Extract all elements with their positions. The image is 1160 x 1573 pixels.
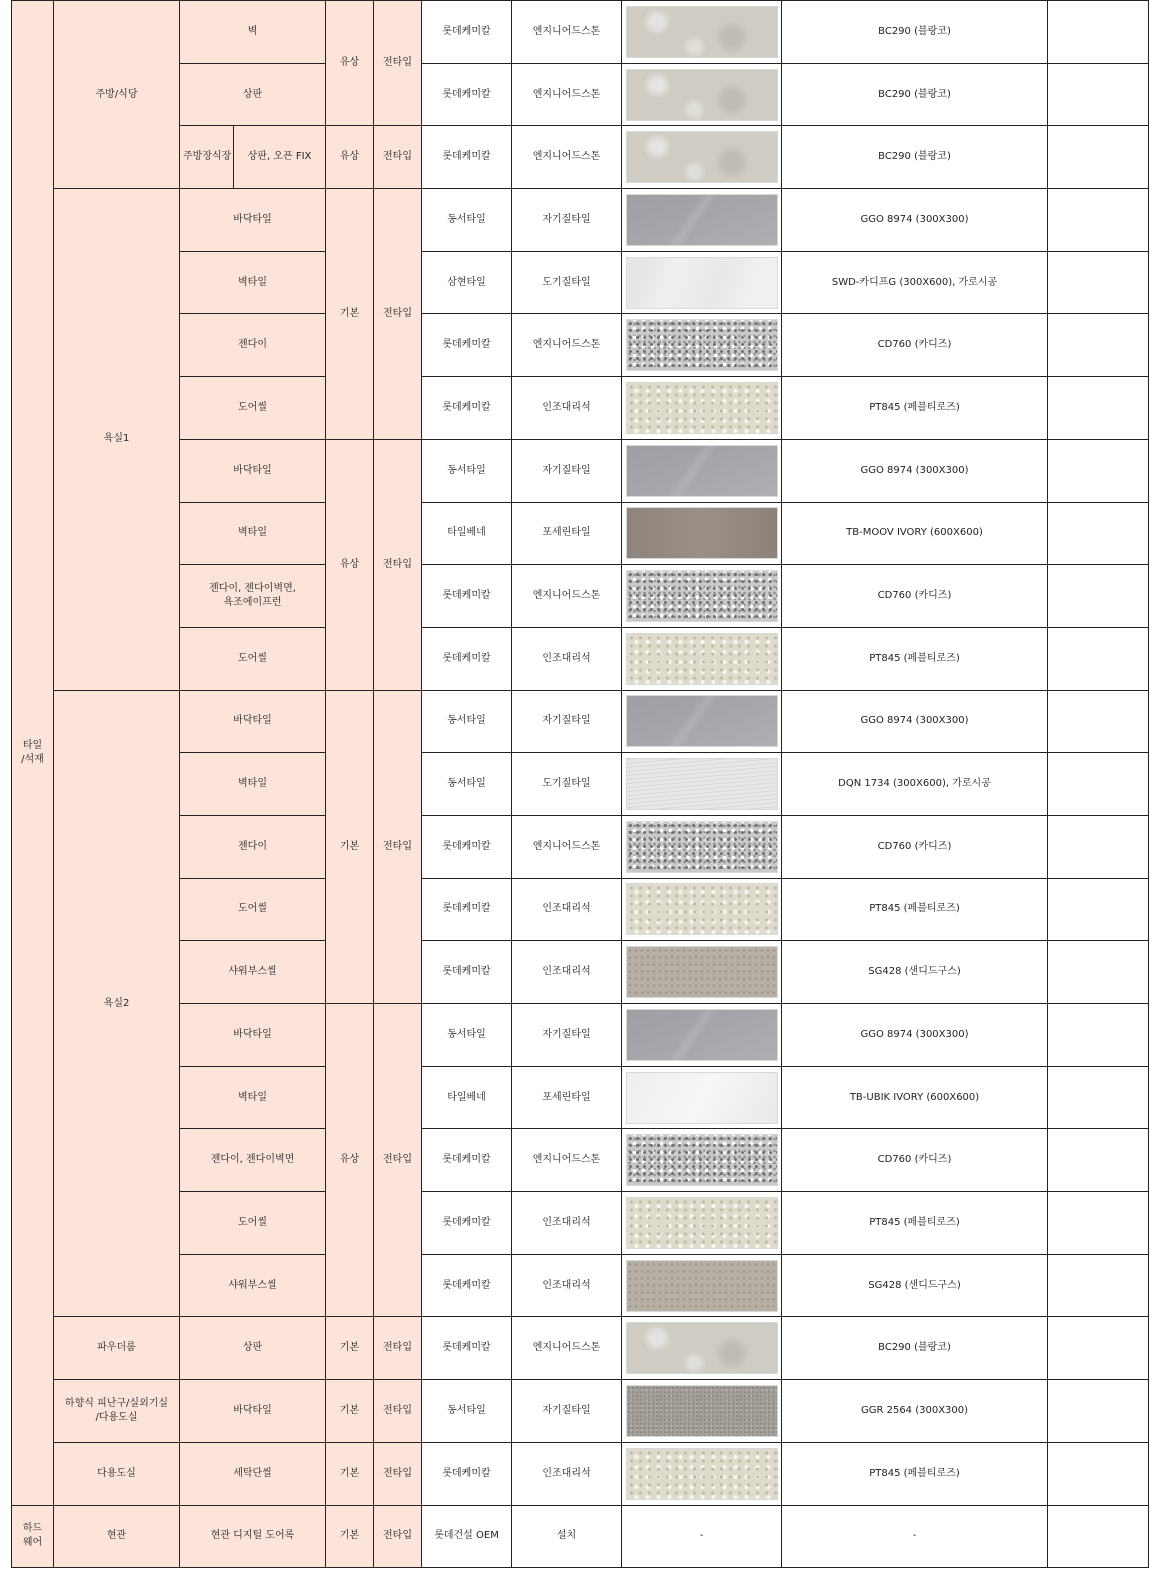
swatch-cell xyxy=(622,63,782,126)
material-cell: 인조대리석 xyxy=(512,878,622,941)
item-label: 상판 xyxy=(180,63,326,126)
swatch-cell: - xyxy=(622,1505,782,1568)
remark-cell xyxy=(1048,1066,1149,1129)
maker-cell: 롯데케미칼 xyxy=(422,1,512,64)
code-cell: CD760 (카디즈) xyxy=(782,565,1048,628)
material-swatch xyxy=(626,758,778,810)
maker-cell: 롯데케미칼 xyxy=(422,878,512,941)
code-cell: GGO 8974 (300X300) xyxy=(782,690,1048,753)
material-swatch xyxy=(626,695,778,747)
maker-cell: 롯데케미칼 xyxy=(422,815,512,878)
room-entrance: 현관 xyxy=(54,1505,180,1568)
item-label: 도어씰 xyxy=(180,878,326,941)
table-row xyxy=(12,377,1149,440)
material-swatch xyxy=(626,257,778,309)
material-swatch xyxy=(626,445,778,497)
maker-cell: 롯데케미칼 xyxy=(422,1317,512,1380)
maker-cell: 롯데케미칼 xyxy=(422,1129,512,1192)
swatch-cell xyxy=(622,1129,782,1192)
item-label: 바닥타일 xyxy=(180,1380,326,1443)
remark-cell xyxy=(1048,753,1149,816)
material-cell: 엔지니어드스톤 xyxy=(512,126,622,189)
remark-cell xyxy=(1048,1,1149,64)
swatch-cell xyxy=(622,565,782,628)
table-row xyxy=(12,815,1149,878)
item-label: 벽타일 xyxy=(180,1066,326,1129)
category-hardware: 하드 웨어 xyxy=(12,1505,54,1568)
remark-cell xyxy=(1048,627,1149,690)
table-row xyxy=(12,189,1149,252)
material-cell: 엔지니어드스톤 xyxy=(512,1129,622,1192)
maker-cell: 롯데케미칼 xyxy=(422,1192,512,1255)
material-cell: 포세린타일 xyxy=(512,502,622,565)
swatch-cell xyxy=(622,1317,782,1380)
material-cell: 엔지니어드스톤 xyxy=(512,565,622,628)
item-sublabel: 상판, 오픈 FIX xyxy=(234,126,326,189)
maker-cell: 동서타일 xyxy=(422,753,512,816)
maker-cell: 삼현타일 xyxy=(422,251,512,314)
remark-cell xyxy=(1048,377,1149,440)
maker-cell: 타일베네 xyxy=(422,502,512,565)
type-cell: 전타입 xyxy=(374,1317,422,1380)
table-row xyxy=(12,941,1149,1004)
type-cell: 전타입 xyxy=(374,1505,422,1568)
table-row xyxy=(12,627,1149,690)
material-cell: 엔지니어드스톤 xyxy=(512,1317,622,1380)
table-row xyxy=(12,1380,1149,1443)
material-swatch xyxy=(626,1072,778,1124)
maker-cell: 롯데케미칼 xyxy=(422,314,512,377)
maker-cell: 롯데케미칼 xyxy=(422,63,512,126)
category-tile-stone: 타일 /석재 xyxy=(12,1,54,1506)
maker-cell: 롯데케미칼 xyxy=(422,627,512,690)
code-cell: GGR 2564 (300X300) xyxy=(782,1380,1048,1443)
code-cell: BC290 (블랑코) xyxy=(782,63,1048,126)
code-cell: GGO 8974 (300X300) xyxy=(782,189,1048,252)
material-cell: 엔지니어드스톤 xyxy=(512,1,622,64)
item-label: 젠다이, 젠다이벽면 xyxy=(180,1129,326,1192)
code-cell: TB-MOOV IVORY (600X600) xyxy=(782,502,1048,565)
material-swatch xyxy=(626,1009,778,1061)
swatch-cell xyxy=(622,878,782,941)
remark-cell xyxy=(1048,126,1149,189)
table-row xyxy=(12,1192,1149,1255)
swatch-cell xyxy=(622,1254,782,1317)
remark-cell xyxy=(1048,1505,1149,1568)
material-cell: 설치 xyxy=(512,1505,622,1568)
item-label: 젠다이, 젠다이벽면, 욕조에이프런 xyxy=(180,565,326,628)
option-cell: 유상 xyxy=(326,1004,374,1317)
maker-cell: 롯데케미칼 xyxy=(422,941,512,1004)
material-cell: 자기질타일 xyxy=(512,189,622,252)
material-swatch xyxy=(626,507,778,559)
material-cell: 포세린타일 xyxy=(512,1066,622,1129)
maker-cell: 타일베네 xyxy=(422,1066,512,1129)
material-swatch xyxy=(626,821,778,873)
code-cell: BC290 (블랑코) xyxy=(782,126,1048,189)
type-cell: 전타입 xyxy=(374,439,422,690)
item-label: 샤워부스씰 xyxy=(180,1254,326,1317)
item-label: 세탁단씰 xyxy=(180,1442,326,1505)
maker-cell: 롯데케미칼 xyxy=(422,1442,512,1505)
table-row xyxy=(12,502,1149,565)
code-cell: PT845 (페블티로즈) xyxy=(782,1442,1048,1505)
table-row xyxy=(12,1129,1149,1192)
table-row xyxy=(12,878,1149,941)
code-cell: - xyxy=(782,1505,1048,1568)
code-cell: CD760 (카디즈) xyxy=(782,815,1048,878)
material-swatch xyxy=(626,1134,778,1186)
code-cell: DQN 1734 (300X600), 가로시공 xyxy=(782,753,1048,816)
material-cell: 인조대리석 xyxy=(512,1192,622,1255)
remark-cell xyxy=(1048,1317,1149,1380)
material-cell: 도기질타일 xyxy=(512,753,622,816)
type-cell: 전타입 xyxy=(374,690,422,1003)
material-swatch xyxy=(626,570,778,622)
remark-cell xyxy=(1048,1442,1149,1505)
type-cell: 전타입 xyxy=(374,126,422,189)
table-row xyxy=(12,565,1149,628)
maker-cell: 롯데케미칼 xyxy=(422,1254,512,1317)
remark-cell xyxy=(1048,690,1149,753)
material-swatch xyxy=(626,319,778,371)
item-label: 벽타일 xyxy=(180,502,326,565)
swatch-cell xyxy=(622,753,782,816)
code-cell: SWD-카디프G (300X600), 가로시공 xyxy=(782,251,1048,314)
item-label: 벽 xyxy=(180,1,326,64)
swatch-cell xyxy=(622,251,782,314)
type-cell: 전타입 xyxy=(374,1004,422,1317)
maker-cell: 동서타일 xyxy=(422,1004,512,1067)
type-cell: 전타입 xyxy=(374,1380,422,1443)
maker-cell: 롯데케미칼 xyxy=(422,565,512,628)
item-label: 벽타일 xyxy=(180,251,326,314)
remark-cell xyxy=(1048,1192,1149,1255)
maker-cell: 동서타일 xyxy=(422,439,512,502)
swatch-cell xyxy=(622,502,782,565)
finish-spec-table xyxy=(11,0,1149,1568)
table-row xyxy=(12,251,1149,314)
option-cell: 기본 xyxy=(326,189,374,440)
remark-cell xyxy=(1048,251,1149,314)
material-swatch xyxy=(626,1197,778,1249)
code-cell: PT845 (페블티로즈) xyxy=(782,627,1048,690)
remark-cell xyxy=(1048,1254,1149,1317)
code-cell: GGO 8974 (300X300) xyxy=(782,439,1048,502)
swatch-cell xyxy=(622,941,782,1004)
item-label: 바닥타일 xyxy=(180,189,326,252)
remark-cell xyxy=(1048,815,1149,878)
remark-cell xyxy=(1048,63,1149,126)
swatch-cell xyxy=(622,1,782,64)
option-cell: 유상 xyxy=(326,439,374,690)
remark-cell xyxy=(1048,565,1149,628)
code-cell: CD760 (카디즈) xyxy=(782,314,1048,377)
item-label: 현관 디지털 도어록 xyxy=(180,1505,326,1568)
material-swatch xyxy=(626,131,778,183)
remark-cell xyxy=(1048,189,1149,252)
material-swatch xyxy=(626,1385,778,1437)
material-cell: 인조대리석 xyxy=(512,1442,622,1505)
item-label: 바닥타일 xyxy=(180,439,326,502)
option-cell: 기본 xyxy=(326,1380,374,1443)
option-cell: 기본 xyxy=(326,1442,374,1505)
option-cell: 기본 xyxy=(326,1317,374,1380)
maker-cell: 동서타일 xyxy=(422,690,512,753)
material-swatch xyxy=(626,883,778,935)
material-swatch xyxy=(626,946,778,998)
remark-cell xyxy=(1048,1129,1149,1192)
maker-cell: 동서타일 xyxy=(422,189,512,252)
material-swatch xyxy=(626,194,778,246)
item-label: 도어씰 xyxy=(180,627,326,690)
material-cell: 인조대리석 xyxy=(512,1254,622,1317)
item-label: 도어씰 xyxy=(180,1192,326,1255)
remark-cell xyxy=(1048,314,1149,377)
swatch-cell xyxy=(622,1066,782,1129)
option-cell: 유상 xyxy=(326,126,374,189)
code-cell: PT845 (페블티로즈) xyxy=(782,377,1048,440)
item-label: 샤워부스씰 xyxy=(180,941,326,1004)
remark-cell xyxy=(1048,502,1149,565)
room-utility: 다용도실 xyxy=(54,1442,180,1505)
material-swatch xyxy=(626,1322,778,1374)
remark-cell xyxy=(1048,878,1149,941)
material-swatch xyxy=(626,1448,778,1500)
option-cell: 기본 xyxy=(326,690,374,1003)
room-powder: 파우더룸 xyxy=(54,1317,180,1380)
item-label: 주방장식장 xyxy=(180,126,234,189)
remark-cell xyxy=(1048,439,1149,502)
swatch-cell xyxy=(622,314,782,377)
maker-cell: 동서타일 xyxy=(422,1380,512,1443)
material-cell: 엔지니어드스톤 xyxy=(512,63,622,126)
item-label: 젠다이 xyxy=(180,815,326,878)
code-cell: SG428 (샌디드구스) xyxy=(782,941,1048,1004)
swatch-cell xyxy=(622,377,782,440)
item-label: 바닥타일 xyxy=(180,1004,326,1067)
swatch-cell xyxy=(622,690,782,753)
table-row xyxy=(12,1066,1149,1129)
table-row xyxy=(12,690,1149,753)
table-row xyxy=(12,63,1149,126)
swatch-cell xyxy=(622,189,782,252)
code-cell: GGO 8974 (300X300) xyxy=(782,1004,1048,1067)
code-cell: CD760 (카디즈) xyxy=(782,1129,1048,1192)
option-cell: 기본 xyxy=(326,1505,374,1568)
swatch-cell xyxy=(622,1380,782,1443)
remark-cell xyxy=(1048,1380,1149,1443)
material-swatch xyxy=(626,6,778,58)
table-row xyxy=(12,1254,1149,1317)
material-cell: 인조대리석 xyxy=(512,627,622,690)
maker-cell: 롯데건설 OEM xyxy=(422,1505,512,1568)
item-label: 도어씰 xyxy=(180,377,326,440)
swatch-cell xyxy=(622,815,782,878)
swatch-cell xyxy=(622,1004,782,1067)
material-swatch xyxy=(626,633,778,685)
table-row xyxy=(12,1,1149,64)
swatch-cell xyxy=(622,126,782,189)
material-swatch xyxy=(626,382,778,434)
item-label: 벽타일 xyxy=(180,753,326,816)
item-label: 젠다이 xyxy=(180,314,326,377)
table-row xyxy=(12,126,1149,189)
table-row xyxy=(12,439,1149,502)
option-cell: 유상 xyxy=(326,1,374,126)
table-row xyxy=(12,753,1149,816)
material-cell: 자기질타일 xyxy=(512,1004,622,1067)
code-cell: BC290 (블랑코) xyxy=(782,1317,1048,1380)
swatch-cell xyxy=(622,439,782,502)
code-cell: PT845 (페블티로즈) xyxy=(782,1192,1048,1255)
table-row xyxy=(12,1317,1149,1380)
code-cell: SG428 (샌디드구스) xyxy=(782,1254,1048,1317)
maker-cell: 롯데케미칼 xyxy=(422,377,512,440)
type-cell: 전타입 xyxy=(374,189,422,440)
table-row xyxy=(12,1004,1149,1067)
table-row xyxy=(12,314,1149,377)
swatch-cell xyxy=(622,1442,782,1505)
room-kitchen: 주방/식당 xyxy=(54,1,180,189)
material-cell: 엔지니어드스톤 xyxy=(512,314,622,377)
room-bath1: 욕실1 xyxy=(54,189,180,691)
material-cell: 자기질타일 xyxy=(512,1380,622,1443)
material-cell: 엔지니어드스톤 xyxy=(512,815,622,878)
item-label: 상판 xyxy=(180,1317,326,1380)
item-label: 바닥타일 xyxy=(180,690,326,753)
maker-cell: 롯데케미칼 xyxy=(422,126,512,189)
remark-cell xyxy=(1048,941,1149,1004)
room-evac: 하향식 피난구/실외기실 /다용도실 xyxy=(54,1380,180,1443)
room-bath2: 욕실2 xyxy=(54,690,180,1317)
type-cell: 전타입 xyxy=(374,1,422,126)
table-row xyxy=(12,1442,1149,1505)
type-cell: 전타입 xyxy=(374,1442,422,1505)
swatch-cell xyxy=(622,1192,782,1255)
code-cell: PT845 (페블티로즈) xyxy=(782,878,1048,941)
code-cell: BC290 (블랑코) xyxy=(782,1,1048,64)
material-cell: 인조대리석 xyxy=(512,941,622,1004)
material-cell: 자기질타일 xyxy=(512,690,622,753)
material-swatch xyxy=(626,1260,778,1312)
material-cell: 자기질타일 xyxy=(512,439,622,502)
remark-cell xyxy=(1048,1004,1149,1067)
table-row xyxy=(12,1505,1149,1568)
swatch-cell xyxy=(622,627,782,690)
code-cell: TB-UBIK IVORY (600X600) xyxy=(782,1066,1048,1129)
material-cell: 도기질타일 xyxy=(512,251,622,314)
material-cell: 인조대리석 xyxy=(512,377,622,440)
material-swatch xyxy=(626,69,778,121)
